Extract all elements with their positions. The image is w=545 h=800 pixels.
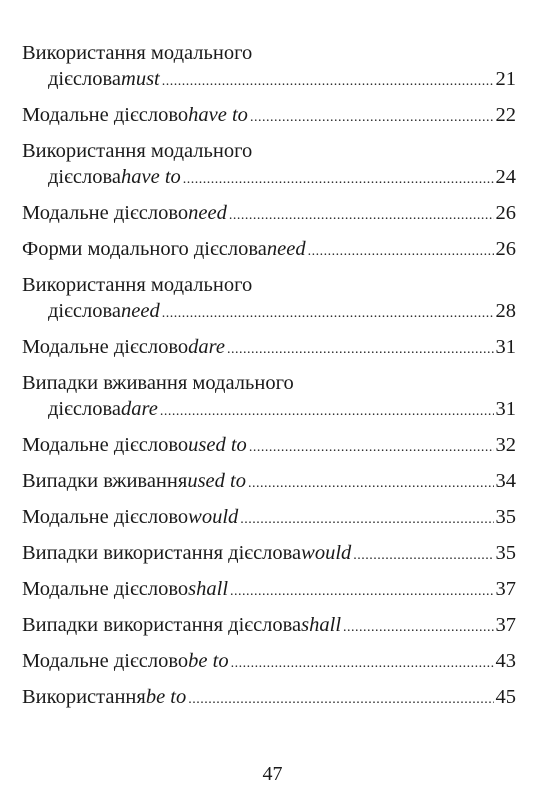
entry-page: 34 <box>495 470 516 492</box>
entry-term: need <box>266 238 306 260</box>
entry-page: 21 <box>495 68 516 90</box>
entry-term: be to <box>145 686 187 708</box>
entry-term: would <box>188 506 239 528</box>
dot-leader <box>240 507 493 533</box>
entry-term: used to <box>187 470 246 492</box>
entry-title: дієслова <box>48 300 122 322</box>
dot-leader <box>188 687 493 713</box>
entry-page: 31 <box>495 398 516 420</box>
entry-page: 37 <box>495 578 516 600</box>
entry-term: would <box>301 542 352 564</box>
entry-title: Модальне дієслово <box>22 336 189 358</box>
entry-term: have to <box>188 104 248 126</box>
toc-entry <box>22 684 516 713</box>
dot-leader <box>160 399 494 425</box>
toc-entry <box>22 138 516 193</box>
entry-page: 35 <box>495 542 516 564</box>
toc-entry <box>22 200 516 229</box>
toc-entry <box>22 40 516 95</box>
toc-entry <box>22 272 516 327</box>
entry-term: have to <box>121 166 181 188</box>
entry-term: dare <box>188 336 225 358</box>
entry-term: must <box>121 68 160 90</box>
entry-page: 45 <box>495 686 516 708</box>
dot-leader <box>353 543 493 569</box>
entry-term: shall <box>188 578 229 600</box>
entry-title: Використання модального <box>22 140 253 162</box>
page-number: 47 <box>262 763 283 785</box>
entry-page: 43 <box>495 650 516 672</box>
entry-term: need <box>188 202 227 224</box>
entry-term: need <box>121 300 160 322</box>
entry-title: Використання <box>22 686 146 708</box>
entry-term: be to <box>188 650 229 672</box>
entry-page: 24 <box>495 166 516 188</box>
entry-page: 35 <box>495 506 516 528</box>
entry-title: Модальне дієслово <box>22 104 189 126</box>
entry-page: 26 <box>495 238 516 260</box>
entry-title: дієслова <box>48 398 122 420</box>
entry-title: Випадки використання дієслова <box>22 614 302 636</box>
toc-entry <box>22 432 516 461</box>
entry-title: Використання модального <box>22 42 253 64</box>
toc-entry <box>22 236 516 265</box>
dot-leader <box>229 203 494 229</box>
toc-entry <box>22 576 516 605</box>
entry-page: 32 <box>495 434 516 456</box>
toc-entry <box>22 334 516 363</box>
entry-title: дієслова <box>48 166 122 188</box>
entry-title: Використання модального <box>22 274 253 296</box>
entry-title: Модальне дієслово <box>22 202 189 224</box>
entry-page: 26 <box>495 202 516 224</box>
dot-leader <box>183 167 494 193</box>
dot-leader <box>249 435 494 461</box>
toc-entry <box>22 648 516 677</box>
entry-page: 22 <box>495 104 516 126</box>
dot-leader <box>230 579 493 605</box>
dot-leader <box>162 69 494 95</box>
entry-term: used to <box>188 434 247 456</box>
dot-leader <box>308 239 494 265</box>
dot-leader <box>231 651 494 677</box>
toc-entry <box>22 468 516 497</box>
entry-title: Випадки вживання <box>22 470 188 492</box>
entry-title: Модальне дієслово <box>22 434 189 456</box>
entry-title: Модальне дієслово <box>22 650 189 672</box>
entry-term: dare <box>121 398 158 420</box>
toc-entry <box>22 370 516 425</box>
entry-page: 37 <box>495 614 516 636</box>
dot-leader <box>162 301 494 327</box>
entry-title: Модальне дієслово <box>22 506 189 528</box>
entry-page: 31 <box>495 336 516 358</box>
toc-entry <box>22 504 516 533</box>
toc-entry <box>22 540 516 569</box>
entry-title: Форми модального дієслова <box>22 238 267 260</box>
dot-leader <box>227 337 494 363</box>
dot-leader <box>250 105 494 131</box>
toc-entry <box>22 102 516 131</box>
entry-page: 28 <box>495 300 516 322</box>
dot-leader <box>248 471 494 497</box>
entry-title: Випадки вживання модального <box>22 372 294 394</box>
toc-entry <box>22 612 516 641</box>
dot-leader <box>343 615 493 641</box>
table-of-contents <box>22 40 516 720</box>
entry-title: Випадки використання дієслова <box>22 542 302 564</box>
entry-title: дієслова <box>48 68 122 90</box>
entry-title: Модальне дієслово <box>22 578 189 600</box>
entry-term: shall <box>301 614 342 636</box>
